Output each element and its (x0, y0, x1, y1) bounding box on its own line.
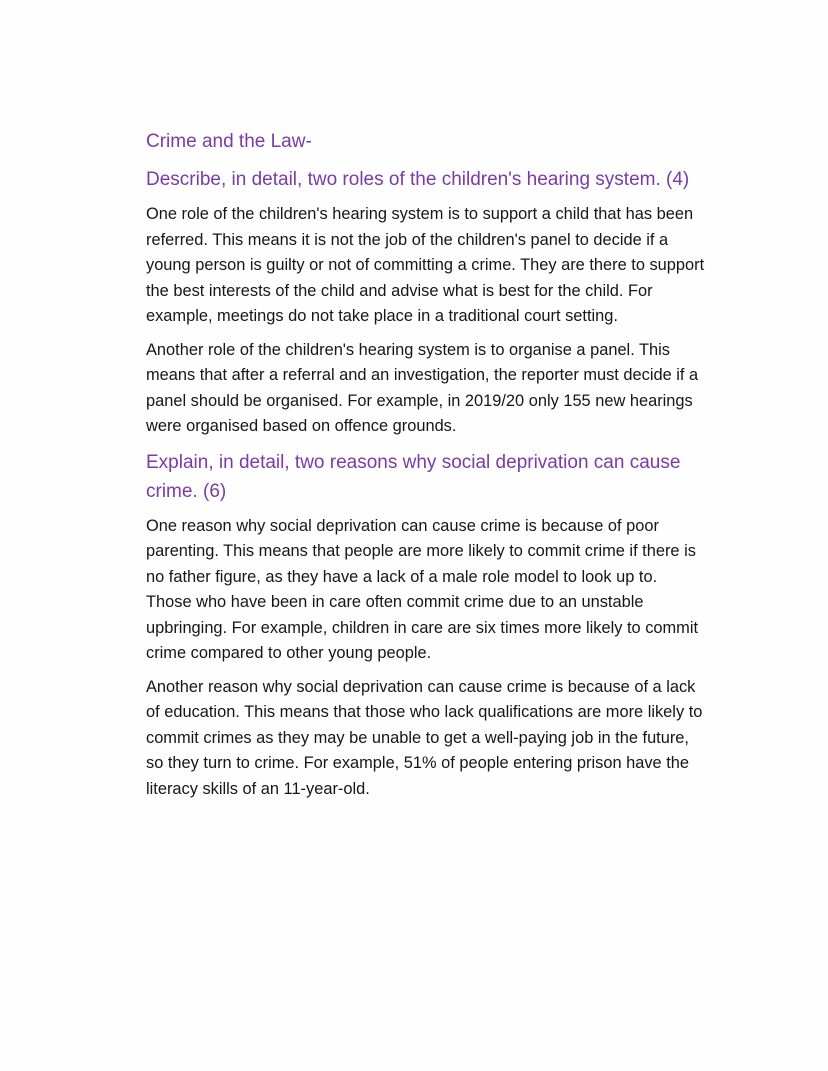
question-1-answer-paragraph-2: Another role of the children's hearing system is to organise a panel. This means that after a referral and an investigation, the reporter must decide if a panel should be organised. For example, in 2019/20 only 155 new hearings were organised based on offence grounds. (146, 340, 699, 435)
question-2-answer-paragraph-1: One reason why social deprivation can cause crime is because of poor parenting. This means that people are more likely to commit crime if there is no father figure, as they have a lack of a male role model to look up to. Those who have been in care often commit crime due to an unstable upbringing. For example, children in care are six times more likely to commit crime compared to other young people. (146, 516, 699, 662)
question-2-heading: Explain, in detail, two reasons why social deprivation can cause crime. (6) (146, 451, 681, 502)
document-title: Crime and the Law- (146, 131, 312, 152)
question-2-answer-paragraph-2: Another reason why social deprivation can cause crime is because of a lack of education. This means that those who lack qualifications are more likely to commit crimes as they may be unable to get a well-paying job in the future, so they turn to crime. For example, 51% of people entering prison have the literacy skills of an 11-year-old. (146, 677, 703, 798)
document-content (146, 127, 706, 810)
question-1-answer-paragraph-1: One role of the children's hearing system is to support a child that has been referred. This means it is not the job of the children's panel to decide if a young person is guilty or not of committing a crime. They are there to support the best interests of the child and advise what is best for the child. For example, meetings do not take place in a traditional court setting. (146, 205, 705, 325)
question-1-heading: Describe, in detail, two roles of the children's hearing system. (4) (146, 169, 690, 190)
